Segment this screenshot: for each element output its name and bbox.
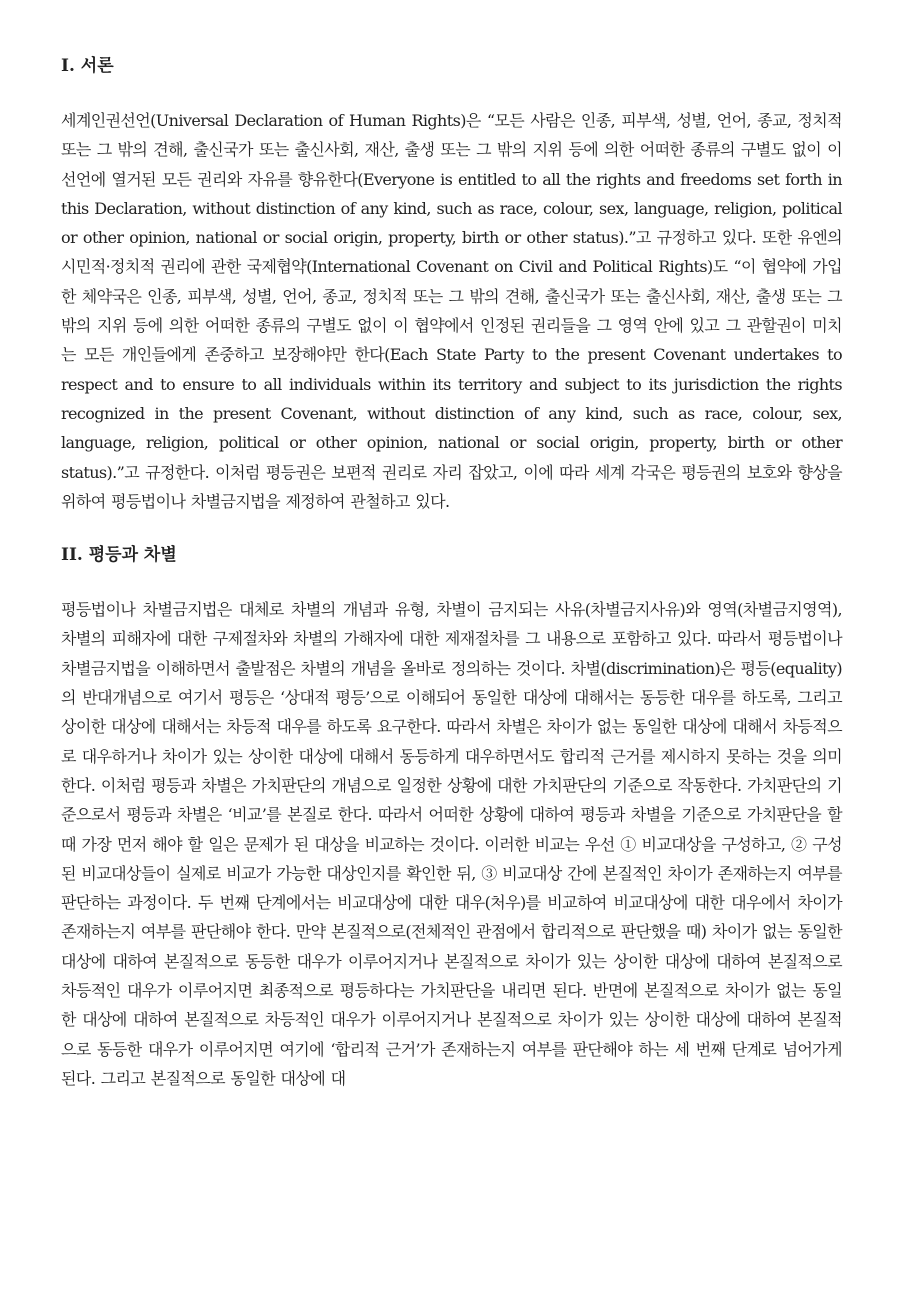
section-heading-introduction: I. 서론 xyxy=(61,56,114,76)
section-heading-equality-discrimination: II. 평등과 차별 xyxy=(61,545,177,566)
document-page xyxy=(61,48,842,1093)
paragraph-equality-discrimination: 평등법이나 차별금지법은 대체로 차별의 개념과 유형, 차별이 금지되는 사유(차별금지사유)와 영역(차별금지영역), 차별의 피해자에 대한 구제절차와 차별의 가해자에 대한 제재절차를 그 내용으로 포함하고 있다. 따라서 평등법이나 차별금지법을 이해하면서 출발점은 차별의 개념을 올바로 정의하는 것이다. 차별(discrimination)은 평등(equality)의 반대개념으로 여기서 평등은 ‘상대적 평등’으로 이해되어 동일한 대상에 대해서는 동등한 대우를 하도록, 그리고 상이한 대상에 대해서는 차등적 대우를 하도록 요구한다. 따라서 차별은 차이가 없는 동일한 대상에 대해서 차등적으로 대우하거나 차이가 있는 상이한 대상에 대해서 동등하게 대우하면서도 합리적 근거를 제시하지 못하는 것을 의미한다. 이처럼 평등과 차별은 가치판단의 개념으로 일정한 상황에 대한 가치판단의 기준으로 작동한다. 가치판단의 기준으로서 평등과 차별은 ‘비교’를 본질로 한다. 따라서 어떠한 상황에 대하여 평등과 차별을 기준으로 가치판단을 할 때 가장 먼저 해야 할 일은 문제가 된 대상을 비교하는 것이다. 이러한 비교는 우선 ① 비교대상을 구성하고, ② 구성된 비교대상들이 실제로 비교가 가능한 대상인지를 확인한 뒤, ③ 비교대상 간에 본질적인 차이가 존재하는지 여부를 판단하는 과정이다. 두 번째 단계에서는 비교대상에 대한 대우(처우)를 비교하여 비교대상에 대한 대우에서 차이가 존재하는지 여부를 판단해야 한다. 만약 본질적으로(전체적인 관점에서 합리적으로 판단했을 때) 차이가 없는 동일한 대상에 대하여 본질적으로 동등한 대우가 이루어지거나 본질적으로 차이가 있는 상이한 대상에 대하여 본질적으로 차등적인 대우가 이루어지면 최종적으로 평등하다는 가치판단을 내리면 된다. 반면에 본질적으로 차이가 없는 동일한 대상에 대하여 본질적으로 차등적인 대우가 이루어지거나 본질적으로 차이가 있는 상이한 대상에 대하여 본질적으로 동등한 대우가 이루어지면 여기에 ‘합리적 근거’가 존재하는지 여부를 판단해야 하는 세 번째 단계로 넘어가게 된다. 그리고 본질적으로 동일한 대상에 대 xyxy=(61,600,842,1088)
paragraph-introduction: 세계인권선언(Universal Declaration of Human Rights)은 “모든 사람은 인종, 피부색, 성별, 언어, 종교, 정치적 또는 그 밖의 견해, 출신국가 또는 출신사회, 재산, 출생 또는 그 밖의 지위 등에 의한 어떠한 종류의 구별도 없이 이 선언에 열거된 모든 권리와 자유를 향유한다(Everyone is entitled to all the rights and freedoms set forth in this Declaration, without distinction of any kind, such as race, colour, sex, language, religion, political or other opinion, national or social origin, property, birth or other status).”고 규정하고 있다. 또한 유엔의 시민적·정치적 권리에 관한 국제협약(International Covenant on Civil and Political Rights)도 “이 협약에 가입한 체약국은 인종, 피부색, 성별, 언어, 종교, 정치적 또는 그 밖의 견해, 출신국가 또는 출신사회, 재산, 출생 또는 그 밖의 지위 등에 의한 어떠한 종류의 구별도 없이 이 협약에서 인정된 권리들을 그 영역 안에 있고 그 관할권이 미치는 모든 개인들에게 존중하고 보장해야만 한다(Each State Party to the present Covenant undertakes to respect and to ensure to all individuals within its territory and subject to its jurisdiction the rights recognized in the present Covenant, without distinction of any kind, such as race, colour, sex, language, religion, political or other opinion, national or social origin, property, birth or other status).”고 규정한다. 이처럼 평등권은 보편적 권리로 자리 잡았고, 이에 따라 세계 각국은 평등권의 보호와 향상을 위하여 평등법이나 차별금지법을 제정하여 관철하고 있다. xyxy=(61,111,842,511)
